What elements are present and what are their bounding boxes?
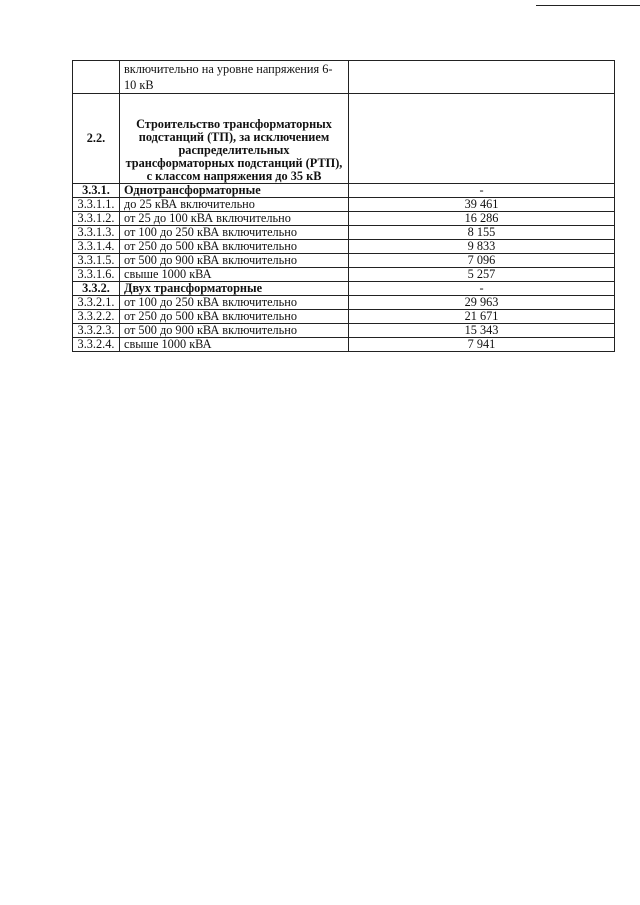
table-row [73, 226, 615, 240]
row-text: от 25 до 100 кВА включительно [120, 212, 349, 226]
row-value: - [349, 282, 615, 296]
row-text: Двух трансформаторные [120, 282, 349, 296]
row-value: 9 833 [349, 240, 615, 254]
row-value: 7 941 [349, 338, 615, 352]
row-text: от 500 до 900 кВА включительно [120, 254, 349, 268]
row-text: до 25 кВА включительно [120, 198, 349, 212]
table-row [73, 198, 615, 212]
row-value: 29 963 [349, 296, 615, 310]
row-text: включительно на уровне напряжения 6-10 кВ [120, 61, 349, 94]
table-row [73, 296, 615, 310]
row-text: от 100 до 250 кВА включительно [120, 296, 349, 310]
row-text: свыше 1000 кВА [120, 268, 349, 282]
tariff-table [72, 60, 615, 352]
table-row [73, 268, 615, 282]
row-value: - [349, 184, 615, 198]
row-code: 3.3.1. [73, 184, 120, 198]
top-right-rule [536, 5, 640, 6]
row-text: Строительство трансформаторных подстанций (ТП), за исключением распределительных трансформаторных подстанций (РТП), с классом напряжения до 35 кВ [120, 94, 349, 184]
row-text: свыше 1000 кВА [120, 338, 349, 352]
row-value [349, 94, 615, 184]
table-row [73, 184, 615, 198]
row-text: от 250 до 500 кВА включительно [120, 240, 349, 254]
row-code: 3.3.1.3. [73, 226, 120, 240]
row-code: 3.3.1.4. [73, 240, 120, 254]
row-code [73, 61, 120, 94]
row-code: 3.3.1.5. [73, 254, 120, 268]
row-value: 16 286 [349, 212, 615, 226]
row-code: 3.3.1.2. [73, 212, 120, 226]
row-code: 3.3.1.6. [73, 268, 120, 282]
table-row [73, 240, 615, 254]
row-value: 21 671 [349, 310, 615, 324]
row-text: от 500 до 900 кВА включительно [120, 324, 349, 338]
row-code: 3.3.2.4. [73, 338, 120, 352]
row-code: 3.3.2. [73, 282, 120, 296]
table-row-continuation [73, 61, 615, 94]
row-code: 2.2. [73, 94, 120, 184]
row-value [349, 61, 615, 94]
row-value: 5 257 [349, 268, 615, 282]
row-code: 3.3.1.1. [73, 198, 120, 212]
table-row [73, 338, 615, 352]
row-value: 15 343 [349, 324, 615, 338]
row-value: 7 096 [349, 254, 615, 268]
table-row [73, 212, 615, 226]
row-text: от 250 до 500 кВА включительно [120, 310, 349, 324]
row-code: 3.3.2.3. [73, 324, 120, 338]
row-text: от 100 до 250 кВА включительно [120, 226, 349, 240]
table-row [73, 282, 615, 296]
table-row [73, 254, 615, 268]
row-text: Однотрансформаторные [120, 184, 349, 198]
row-value: 39 461 [349, 198, 615, 212]
table-row-section [73, 94, 615, 184]
table-row [73, 310, 615, 324]
table-row [73, 324, 615, 338]
row-code: 3.3.2.2. [73, 310, 120, 324]
row-value: 8 155 [349, 226, 615, 240]
row-code: 3.3.2.1. [73, 296, 120, 310]
